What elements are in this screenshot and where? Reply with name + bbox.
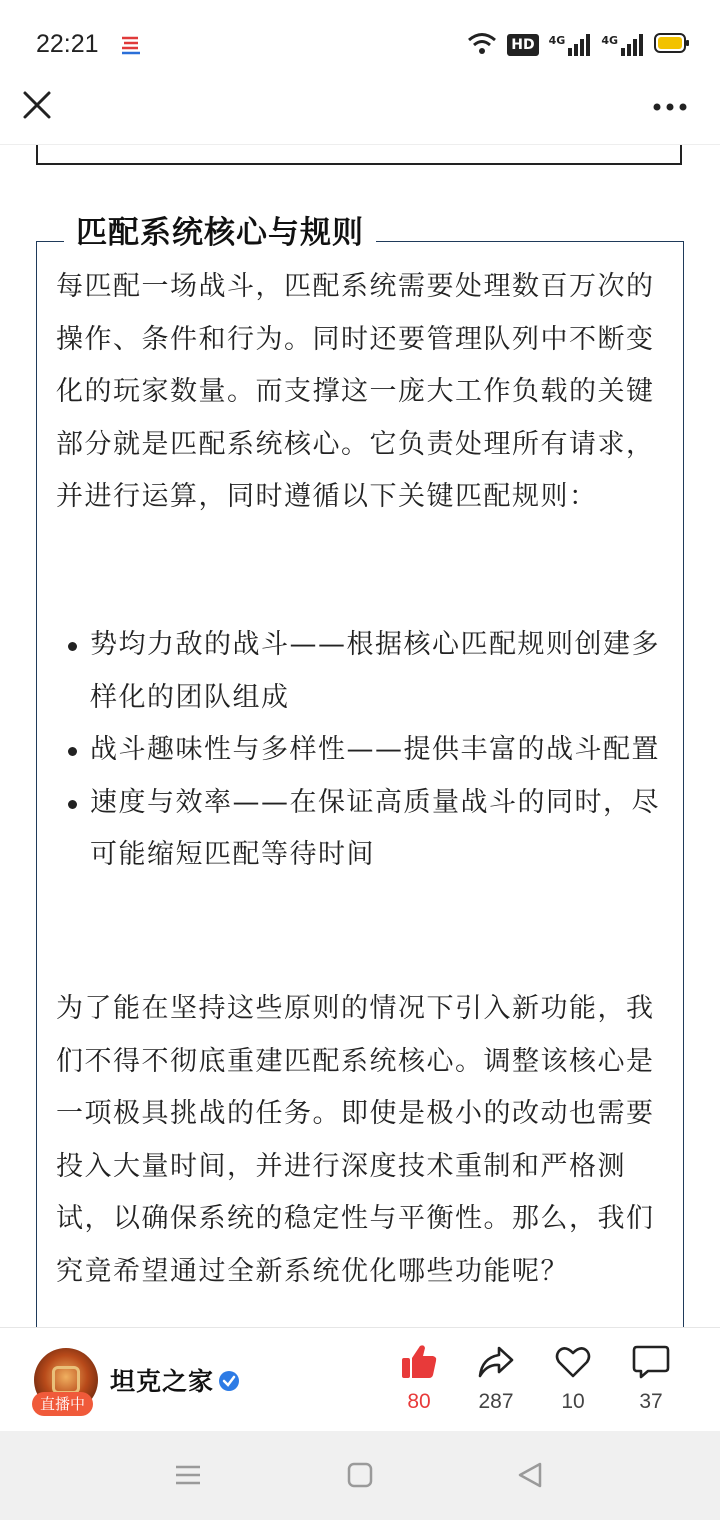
- menu-icon[interactable]: [174, 1461, 202, 1493]
- favorite-button[interactable]: [538, 1344, 608, 1414]
- app-notification-icon: [118, 32, 144, 58]
- comment-icon: [632, 1344, 670, 1380]
- home-icon[interactable]: [346, 1461, 374, 1493]
- battery-icon: [654, 32, 690, 58]
- article-paragraph: 为了能在坚持这些原则的情况下引入新功能，我们不得不彻底重建匹配系统核心。调整该核心是一项极具挑战的任务。即使是极小的改动也需要投入大量时间，并进行深度技术重制和严格测试，以确保系统的稳定性与平衡性。那么，我们究竟希望通过全新系统优化哪些功能呢？: [56, 993, 655, 1287]
- like-count: 80: [407, 1390, 431, 1413]
- comment-button[interactable]: [616, 1344, 686, 1414]
- status-bar: [0, 0, 720, 88]
- wifi-icon: [467, 31, 497, 59]
- article-content[interactable]: [0, 145, 720, 1327]
- author-name[interactable]: 坦克之家: [110, 1367, 215, 1396]
- verified-icon: [218, 1370, 240, 1392]
- signal-4g-icon: 4G: [549, 34, 592, 56]
- previous-section-box: [36, 145, 682, 165]
- share-count: 287: [478, 1390, 514, 1413]
- like-button[interactable]: [384, 1344, 454, 1414]
- close-icon[interactable]: [20, 88, 54, 128]
- live-badge[interactable]: 直播中: [32, 1392, 93, 1416]
- list-item: 势均力敌的战斗——根据核心匹配规则创建多样化的团队组成: [56, 619, 668, 724]
- status-icons: [467, 30, 690, 60]
- more-icon[interactable]: [652, 94, 688, 120]
- list-item: 战斗趣味性与多样性——提供丰富的战斗配置: [56, 724, 668, 777]
- back-icon[interactable]: [516, 1461, 544, 1493]
- logo-icon: [52, 1366, 80, 1394]
- signal-4g-icon: 4G: [601, 34, 644, 56]
- comment-count: 37: [639, 1390, 663, 1413]
- heart-icon: [554, 1344, 592, 1380]
- top-toolbar: [0, 88, 720, 144]
- hd-icon: HD: [507, 34, 538, 56]
- section-title: 匹配系统核心与规则: [64, 211, 376, 255]
- share-icon: [477, 1344, 515, 1380]
- favorite-count: 10: [561, 1390, 585, 1413]
- list-item: 速度与效率——在保证高质量战斗的同时，尽可能缩短匹配等待时间: [56, 777, 668, 882]
- thumbs-up-icon: [400, 1344, 438, 1380]
- share-button[interactable]: [461, 1344, 531, 1414]
- clock: 22:21: [36, 30, 99, 58]
- system-nav-bar: [0, 1431, 720, 1520]
- article-paragraph: 每匹配一场战斗，匹配系统需要处理数百万次的操作、条件和行为。同时还要管理队列中不断变化的玩家数量。而支撑这一庞大工作负载的关键部分就是匹配系统核心。它负责处理所有请求，并进行运算，同时遵循以下关键匹配规则：: [56, 271, 655, 512]
- bottom-action-bar: [0, 1327, 720, 1431]
- rules-list: [56, 619, 668, 882]
